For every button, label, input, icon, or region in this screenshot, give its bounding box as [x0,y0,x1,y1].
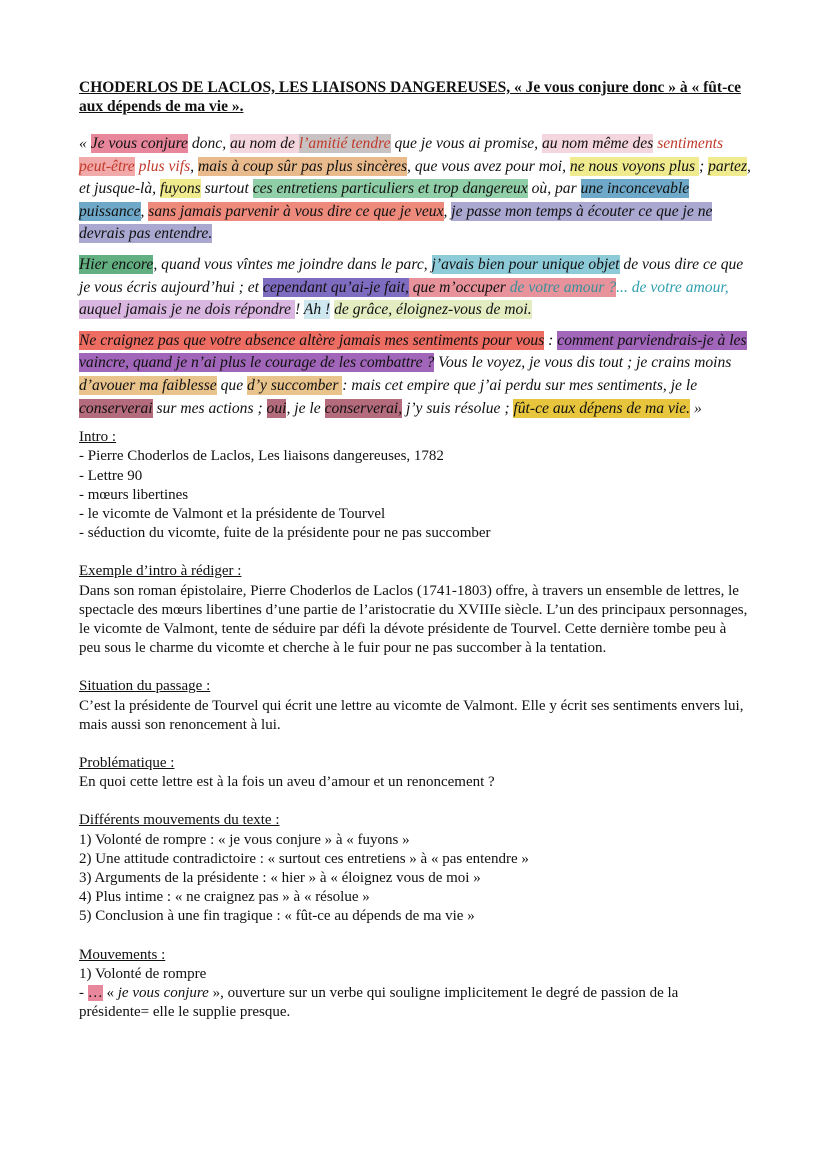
section-line: 2) Une attitude contradictoire : « surtout ces entretiens » à « pas entendre » [79,850,529,867]
highlighted-segment: ne nous voyons plus [569,157,699,175]
highlighted-segment: auquel jamais je ne dois répondre [79,301,295,319]
highlighted-segment: mais à coup sûr pas plus sincères [197,157,408,175]
text-segment: où, par [527,180,581,198]
highlight-ellipsis: … [87,985,103,1001]
text-segment: que [216,376,248,394]
section-line: 4) Plus intime : « ne craignez pas » à « résolue » [79,889,370,906]
section-line: 1) Volonté de rompre : « je vous conjure » à « fuyons » [79,831,410,848]
commentary-text: », ouverture sur un verbe qui souligne implicitement le degré de passion de la présidente= elle le supplie presque. [79,985,679,1021]
quote-open: « [102,985,118,1001]
section-heading: Mouvements : [79,946,166,963]
text-segment: ; [698,157,709,175]
highlighted-segment: partez [708,157,748,175]
passage-paragraph [79,330,751,420]
text-segment: que je vous ai promise, [390,135,542,152]
highlighted-segment: Hier encore [79,255,154,273]
section-line: - Lettre 90 [79,467,143,484]
section-line [79,984,751,1022]
section-line: - mœurs libertines [79,486,189,503]
section-heading: Différents mouvements du texte : [79,812,280,829]
text-segment: donc, [187,135,230,152]
text-segment: , et jusque-là, [79,157,751,198]
text-segment: sentiments [657,135,724,152]
text-segment: , je le [286,399,325,417]
annotated-passage [79,133,751,420]
analysis-section [79,754,751,792]
text-segment: de vous dire ce que je vous écris aujourd’hui ; et [79,255,744,296]
highlighted-segment: au nom même des [541,135,654,152]
highlighted-segment: je passe mon temps à écouter ce que je ne devrais pas entendre. [79,202,713,243]
highlighted-segment: une inconcevable puissance [79,180,690,220]
text-segment: : mais cet empire que j’ai perdu sur mes sentiments, je le [342,376,698,394]
section-heading: Intro : [79,429,117,446]
highlighted-segment: de grâce, éloignez-vous de moi. [334,301,532,319]
text-segment: , quand vous vîntes me joindre dans le parc, [153,255,432,273]
section-subheading: 1) Volonté de rompre [79,965,207,982]
section-line: 5) Conclusion à une fin tragique : « fût-ce au dépends de ma vie » [79,908,475,925]
text-segment: j’y suis résolue ; [402,399,514,417]
highlighted-segment: oui [266,399,287,417]
section-mouvements [79,946,751,1023]
highlighted-segment: l’amitié tendre [298,135,391,152]
text-segment: « [79,135,91,152]
text-segment: sur mes actions ; [152,399,267,417]
text-segment: surtout [200,180,253,198]
highlighted-segment: au nom de [230,135,299,152]
highlighted-segment: conserverai, [324,399,403,417]
text-segment: , [190,157,198,175]
text-segment: , que vous avez pour moi, [407,157,570,175]
analysis-section [79,428,751,543]
highlighted-segment: sans jamais parvenir à vous dire ce que je veux [148,202,444,220]
highlighted-segment: fût-ce aux dépens de ma vie. [513,399,691,417]
highlighted-segment: Ne craignez pas que votre absence altère jamais mes sentiments pour vous [79,331,545,349]
text-segment: , [443,202,452,220]
passage-paragraph [79,133,751,246]
section-line: - le vicomte de Valmont et la présidente de Tourvel [79,505,386,522]
text-segment: ! [294,301,304,319]
analysis-section [79,811,751,926]
highlighted-segment: de votre amour ? [509,278,617,296]
section-line: En quoi cette lettre est à la fois un aveu d’amour et un renoncement ? [79,774,495,791]
section-line: - séduction du vicomte, fuite de la présidente pour ne pas succomber [79,525,491,542]
section-line: 3) Arguments de la présidente : « hier » à « éloignez vous de moi » [79,869,481,886]
section-line: C’est la présidente de Tourvel qui écrit une lettre au vicomte de Valmont. Elle y écrit ses sentiments envers lui, mais aussi son renoncement à lui. [79,697,744,733]
highlighted-segment: d’y succomber [247,376,343,394]
dash: - [79,985,88,1001]
highlighted-segment: d’avouer ma faiblesse [79,376,217,394]
quoted-text: je vous conjure [117,985,209,1001]
analysis-sections [79,428,751,926]
section-line: - Pierre Choderlos de Laclos, Les liaisons dangereuses, 1782 [79,448,444,465]
highlighted-segment: conserverai [79,399,153,417]
highlighted-segment: j’avais bien pour unique objet [431,255,620,273]
highlighted-segment: comment parviendrais-je à les vaincre, quand je n’ai plus le courage de les combattre ? [79,331,747,372]
highlighted-segment: Je vous conjure [90,135,188,152]
text-segment: , [140,202,149,220]
analysis-section [79,562,751,658]
highlighted-segment: Ah ! [303,301,331,319]
passage-paragraph [79,254,751,322]
section-heading: Problématique : [79,754,175,771]
text-segment: : [544,331,558,349]
section-line: Dans son roman épistolaire, Pierre Choderlos de Laclos (1741-1803) offre, à travers un ensemble de lettres, le spectacle des mœurs libertines d’une partie de l’aristocratie du XVIIIe siècle. L’un des principaux personnages, le vicomte de Valmont, tente de séduire par défi la dévote présidente de Tourvel. Cette dernière tombe peu à peu sous le charme du vicomte et cherche à le fuir pour ne pas succomber à la tentation. [79,582,748,657]
highlighted-segment: cependant qu’ai-je fait, [262,278,409,296]
section-heading: Exemple d’intro à rédiger : [79,563,242,580]
text-segment: » [690,399,702,417]
highlighted-segment: fuyons [159,180,201,198]
text-segment: plus vifs [134,157,191,175]
document-title: CHODERLOS DE LACLOS, LES LIAISONS DANGEREUSES, « Je vous conjure donc » à « fût-ce aux dépends de ma vie ». [79,79,742,115]
text-segment: Vous le voyez, je vous dis tout ; je crains moins [434,354,732,372]
section-heading: Situation du passage : [79,678,211,695]
analysis-section [79,677,751,735]
highlighted-segment: peut-être [79,157,135,175]
highlighted-segment: que m’occuper [408,278,510,296]
text-segment: ... de votre amour, [616,278,729,296]
highlighted-segment: ces entretiens particuliers et trop dangereux [252,180,528,198]
document-page [79,78,751,1041]
